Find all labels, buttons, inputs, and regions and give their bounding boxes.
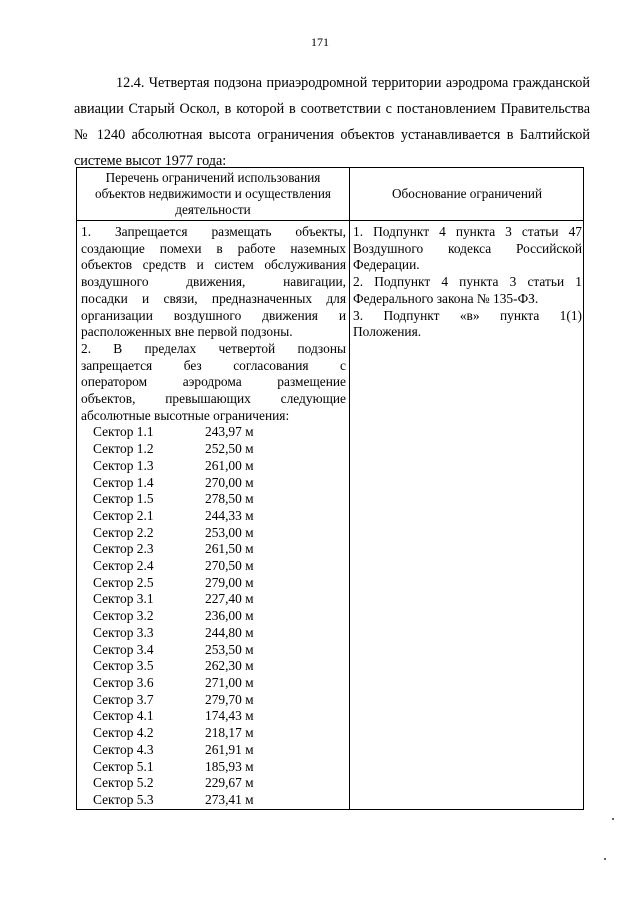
sector-name: Сектор 3.5 bbox=[93, 658, 154, 674]
sector-height: 227,40 м bbox=[205, 591, 254, 607]
justification-item bbox=[353, 274, 582, 307]
sector-height: 243,97 м bbox=[205, 424, 254, 440]
restriction-line: организации воздушного движения и bbox=[81, 307, 346, 323]
sector-row bbox=[81, 591, 346, 608]
restriction-line: расположенных вне первой подзоны. bbox=[81, 324, 293, 340]
sector-height: 236,00 м bbox=[205, 608, 254, 624]
intro-line: № 1240 абсолютная высота ограничения объектов устанавливается в Балтийской bbox=[74, 127, 590, 143]
sector-height: 218,17 м bbox=[205, 725, 254, 741]
sector-name: Сектор 1.4 bbox=[93, 474, 154, 490]
restriction-line: посадки и связи, предназначенных для bbox=[81, 290, 346, 306]
sector-name: Сектор 3.3 bbox=[93, 624, 154, 640]
sector-name: Сектор 3.6 bbox=[93, 674, 154, 690]
sector-height: 273,41 м bbox=[205, 791, 254, 807]
sector-row bbox=[81, 491, 346, 508]
sector-row bbox=[81, 725, 346, 742]
sector-row bbox=[81, 775, 346, 792]
sector-name: Сектор 2.3 bbox=[93, 541, 154, 557]
restriction-line: объектов, превышающих следующие bbox=[81, 391, 346, 407]
justification-line: 1. Подпункт 4 пункта 3 статьи 47 bbox=[353, 224, 582, 239]
sector-height: 185,93 м bbox=[205, 758, 254, 774]
sector-row bbox=[81, 458, 346, 475]
restrictions-table bbox=[76, 167, 584, 810]
restriction-line: 2. В пределах четвертой подзоны bbox=[81, 340, 346, 356]
sector-row bbox=[81, 792, 346, 809]
sector-name: Сектор 5.1 bbox=[93, 758, 154, 774]
sector-name: Сектор 5.2 bbox=[93, 775, 154, 791]
justification-item bbox=[353, 224, 582, 274]
restriction-line: оператором аэродрома размещение bbox=[81, 374, 346, 390]
sector-height: 262,30 м bbox=[205, 658, 254, 674]
sector-name: Сектор 5.3 bbox=[93, 791, 154, 807]
sector-name: Сектор 2.4 bbox=[93, 558, 154, 574]
restriction-line: абсолютные высотные ограничения: bbox=[81, 407, 290, 423]
header-divider bbox=[77, 220, 583, 221]
sector-height: 279,70 м bbox=[205, 691, 254, 707]
sector-height: 270,50 м bbox=[205, 558, 254, 574]
intro-line: системе высот 1977 года: bbox=[74, 153, 227, 169]
sector-row bbox=[81, 441, 346, 458]
sector-height: 261,50 м bbox=[205, 541, 254, 557]
sector-height: 270,00 м bbox=[205, 474, 254, 490]
sector-name: Сектор 2.2 bbox=[93, 524, 154, 540]
sector-height: 278,50 м bbox=[205, 491, 254, 507]
sector-row bbox=[81, 608, 346, 625]
sector-name: Сектор 2.5 bbox=[93, 574, 154, 590]
justification-line: Воздушного кодекса Российской bbox=[353, 240, 582, 256]
sector-row bbox=[81, 575, 346, 592]
sector-row bbox=[81, 508, 346, 525]
page-number: 171 bbox=[311, 35, 329, 49]
restrictions-cell bbox=[81, 224, 346, 809]
sector-name: Сектор 4.1 bbox=[93, 708, 154, 724]
scan-speck bbox=[612, 818, 614, 820]
sector-name: Сектор 1.5 bbox=[93, 491, 154, 507]
sector-row bbox=[81, 625, 346, 642]
sector-height: 252,50 м bbox=[205, 441, 254, 457]
intro-line: 12.4. Четвертая подзона приаэродромной территории аэродрома гражданской bbox=[116, 75, 590, 91]
sector-row bbox=[81, 658, 346, 675]
sector-name: Сектор 1.2 bbox=[93, 441, 154, 457]
sector-row bbox=[81, 541, 346, 558]
restriction-item-2 bbox=[81, 341, 346, 425]
justification-line: 2. Подпункт 4 пункта 3 статьи 1 bbox=[353, 274, 582, 290]
justification-cell bbox=[353, 224, 582, 341]
sector-row bbox=[81, 558, 346, 575]
sector-row bbox=[81, 675, 346, 692]
restriction-line: 1. Запрещается размещать объекты, bbox=[81, 224, 346, 239]
header-restrictions-list: Перечень ограничений использования объектов недвижимости и осуществления деятельности bbox=[95, 170, 331, 217]
header-justification: Обоснование ограничений bbox=[391, 186, 543, 201]
sector-name: Сектор 4.3 bbox=[93, 741, 154, 757]
sector-list bbox=[81, 424, 346, 808]
sector-row bbox=[81, 475, 346, 492]
sector-name: Сектор 3.2 bbox=[93, 608, 154, 624]
sector-height: 229,67 м bbox=[205, 775, 254, 791]
sector-row bbox=[81, 424, 346, 441]
intro-line: авиации Старый Оскол, в которой в соответствии с постановлением Правительства bbox=[74, 101, 590, 117]
scan-speck bbox=[604, 858, 606, 860]
restriction-line: воздушного движения, навигации, bbox=[81, 274, 346, 290]
sector-height: 244,80 м bbox=[205, 624, 254, 640]
sector-row bbox=[81, 708, 346, 725]
column-divider bbox=[349, 168, 350, 809]
sector-height: 261,91 м bbox=[205, 741, 254, 757]
justification-line: Федерации. bbox=[353, 257, 420, 273]
sector-row bbox=[81, 525, 346, 542]
sector-row bbox=[81, 642, 346, 659]
restriction-line: создающие помехи в работе наземных bbox=[81, 240, 346, 256]
sector-height: 253,50 м bbox=[205, 641, 254, 657]
sector-name: Сектор 1.1 bbox=[93, 424, 154, 440]
sector-row bbox=[81, 692, 346, 709]
sector-name: Сектор 1.3 bbox=[93, 457, 154, 473]
justification-line: Федерального закона № 135-ФЗ. bbox=[353, 290, 539, 306]
sector-row bbox=[81, 759, 346, 776]
sector-height: 244,33 м bbox=[205, 507, 254, 523]
sector-height: 261,00 м bbox=[205, 457, 254, 473]
sector-name: Сектор 2.1 bbox=[93, 507, 154, 523]
justification-item bbox=[353, 308, 582, 341]
sector-row bbox=[81, 742, 346, 759]
sector-name: Сектор 3.1 bbox=[93, 591, 154, 607]
intro-paragraph bbox=[74, 70, 590, 174]
sector-height: 279,00 м bbox=[205, 574, 254, 590]
justification-line: Положения. bbox=[353, 324, 422, 340]
sector-height: 174,43 м bbox=[205, 708, 254, 724]
sector-name: Сектор 3.7 bbox=[93, 691, 154, 707]
restriction-line: объектов средств и систем обслуживания bbox=[81, 257, 346, 273]
sector-height: 271,00 м bbox=[205, 674, 254, 690]
restriction-line: запрещается без согласования с bbox=[81, 357, 346, 373]
sector-name: Сектор 3.4 bbox=[93, 641, 154, 657]
restriction-item-1 bbox=[81, 224, 346, 341]
sector-name: Сектор 4.2 bbox=[93, 725, 154, 741]
sector-height: 253,00 м bbox=[205, 524, 254, 540]
justification-line: 3. Подпункт «в» пункта 1(1) bbox=[353, 307, 582, 323]
